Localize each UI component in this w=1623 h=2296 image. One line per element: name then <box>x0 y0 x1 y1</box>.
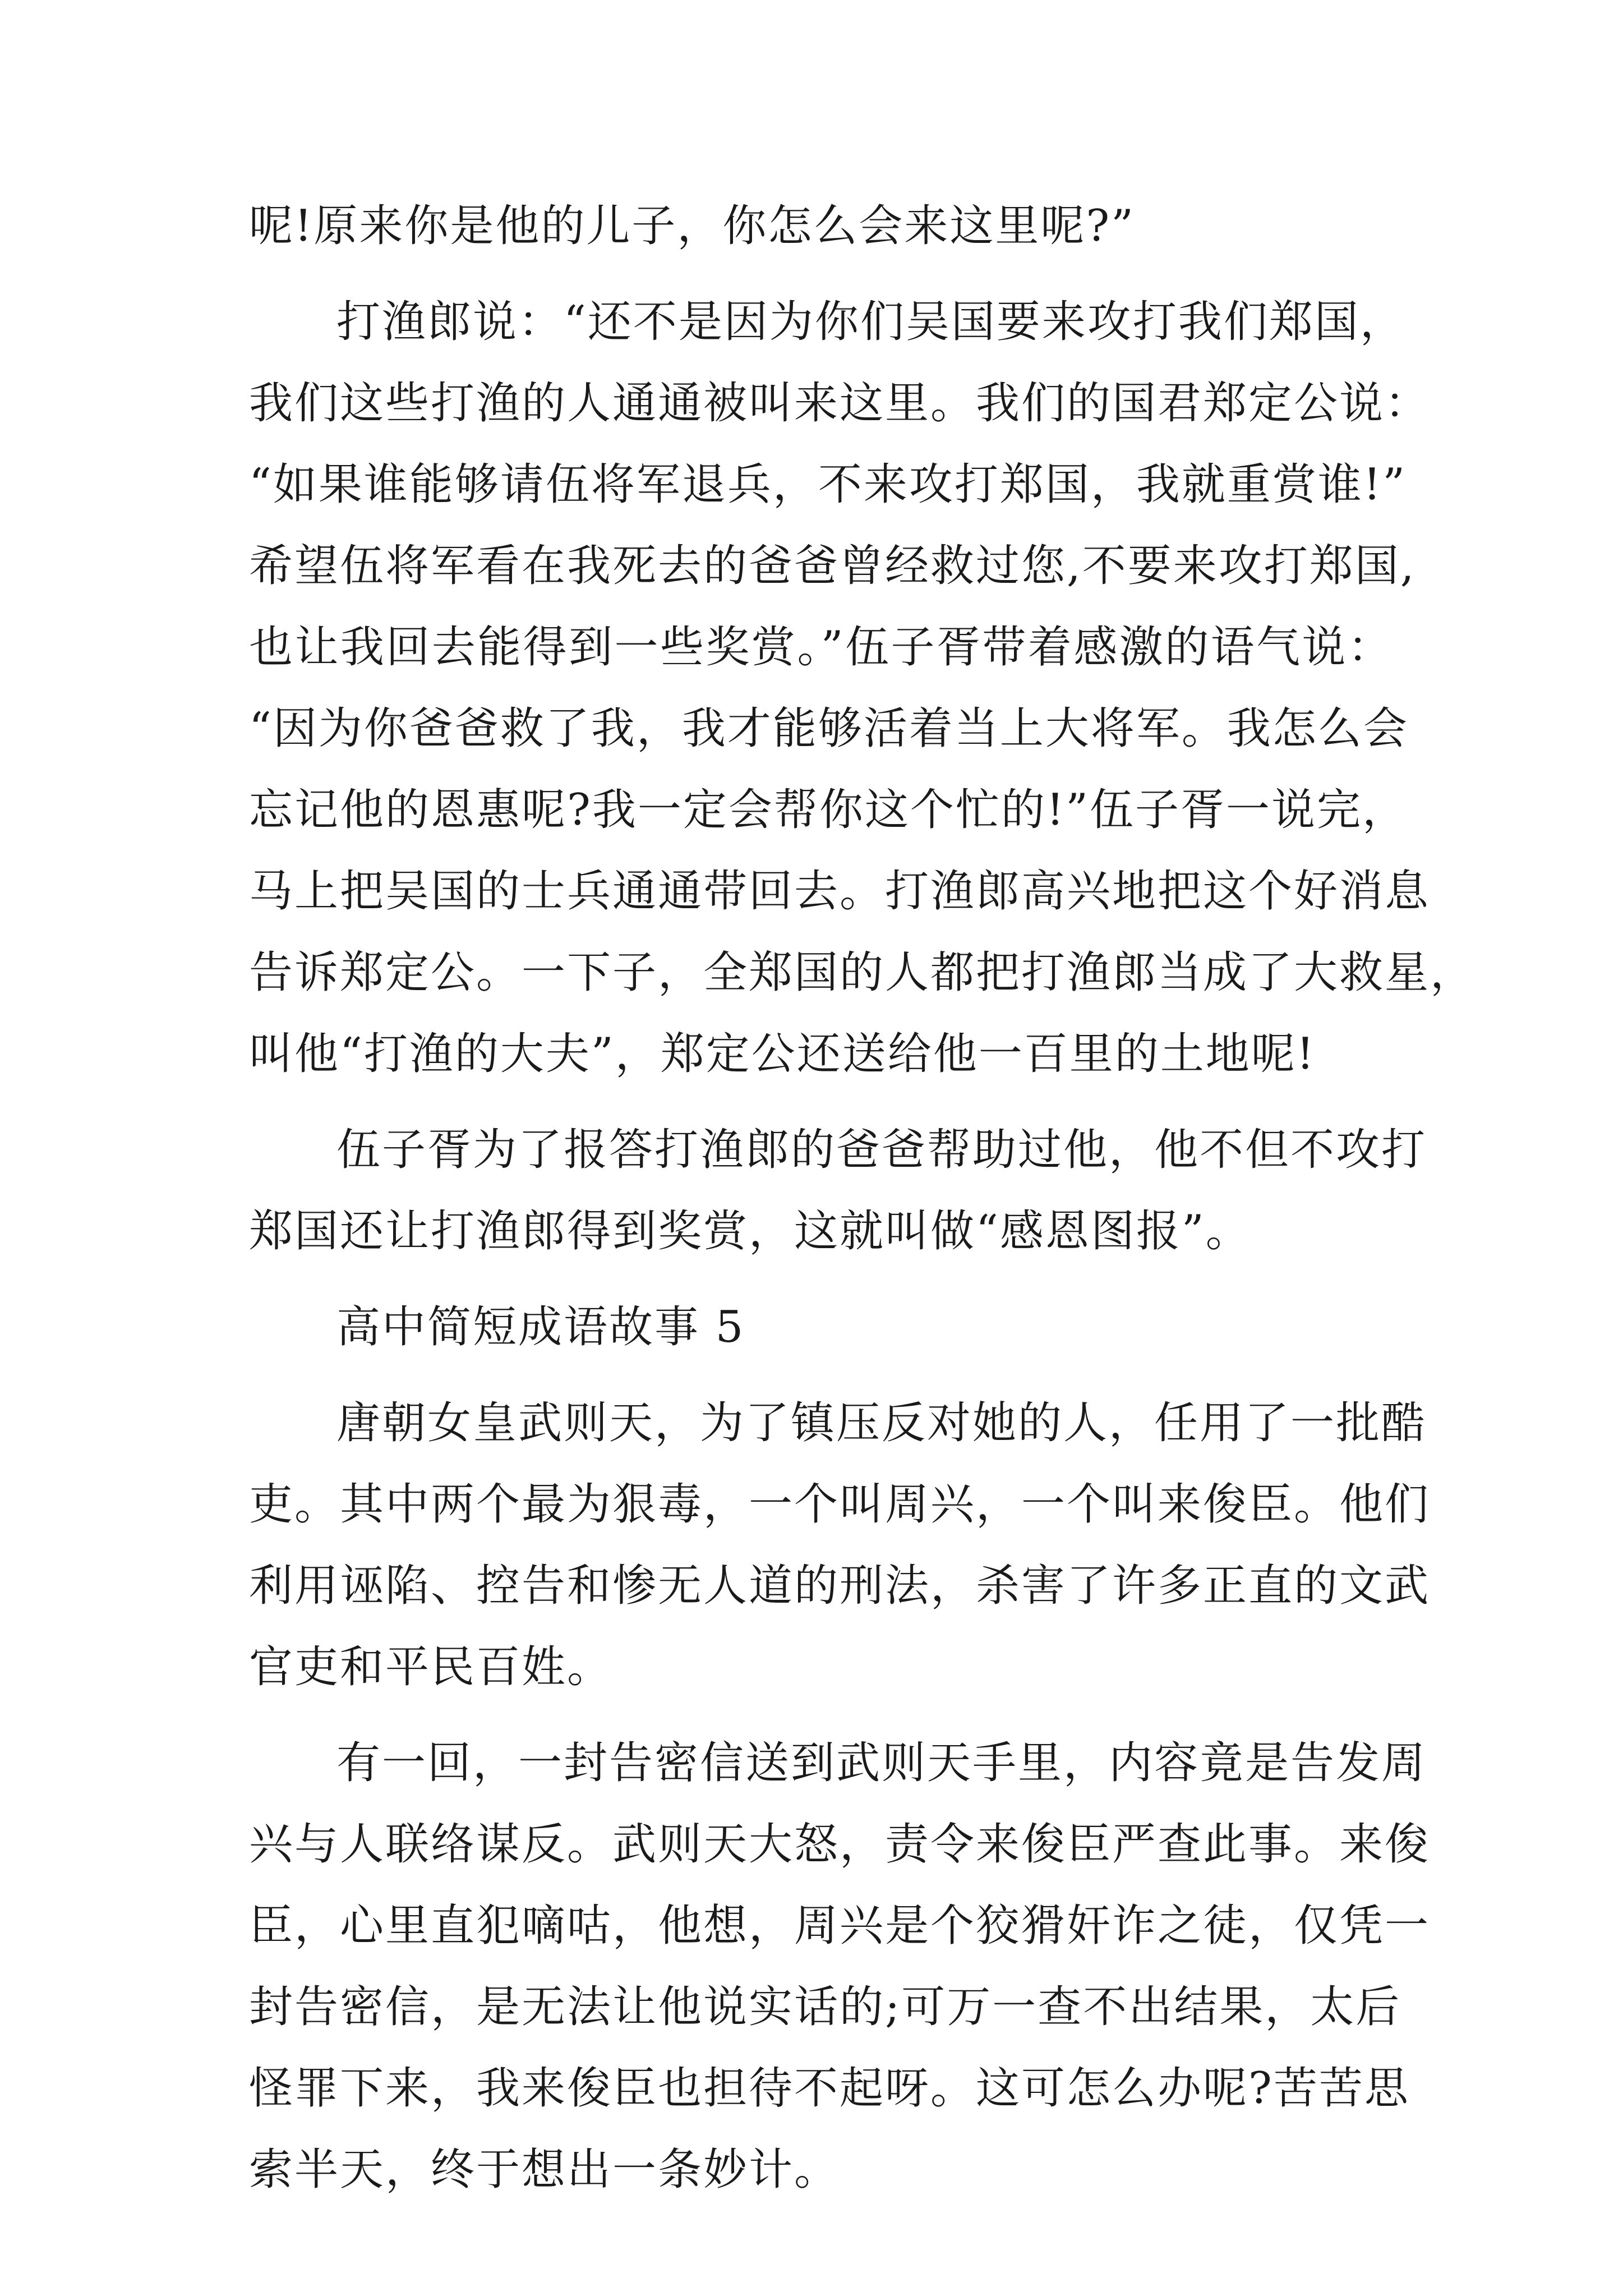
paragraph-first-line: 伍子胥为了报答打渔郎的爸爸帮助过他，他不但不攻打 <box>336 1125 1427 1175</box>
text-line: 叫他“打渔的大夫”，郑定公还送给他一百里的土地呢! <box>249 1029 1316 1079</box>
text-line: 马上把吴国的士兵通通带回去。打渔郎高兴地把这个好消息 <box>249 866 1431 917</box>
text-line: 告诉郑定公。一下子，全郑国的人都把打渔郎当成了大救星， <box>249 947 1476 998</box>
paragraph-first-line: 唐朝女皇武则天，为了镇压反对她的人，任用了一批酷 <box>336 1398 1427 1448</box>
paragraph-first-line: 打渔郎说：“还不是因为你们吴国要来攻打我们郑国， <box>336 297 1405 347</box>
text-line: “因为你爸爸救了我，我才能够活着当上大将军。我怎么会 <box>249 703 1409 754</box>
text-line: 忘记他的恩惠呢?我一定会帮你这个忙的!”伍子胥一说完， <box>249 785 1408 835</box>
text-line: 郑国还让打渔郎得到奖赏，这就叫做“感恩图报”。 <box>249 1206 1251 1257</box>
text-line: 封告密信，是无法让他说实话的;可万一查不出结果，太后 <box>249 1982 1401 2032</box>
text-line: 呢!原来你是他的儿子，你怎么会来这里呢?” <box>249 201 1136 251</box>
text-line: 臣，心里直犯嘀咕，他想，周兴是个狡猾奸诈之徒，仅凭一 <box>249 1901 1431 1951</box>
text-line: 利用诬陷、控告和惨无人道的刑法，杀害了许多正直的文武 <box>249 1561 1431 1611</box>
text-line: 希望伍将军看在我死去的爸爸曾经救过您,不要来攻打郑国, <box>249 541 1416 591</box>
section-heading: 高中简短成语故事 5 <box>336 1302 745 1352</box>
text-line: 怪罪下来，我来俊臣也担待不起呀。这可怎么办呢?苦苦思 <box>249 2063 1410 2114</box>
text-line: 我们这些打渔的人通通被叫来这里。我们的国君郑定公说： <box>249 378 1431 429</box>
text-line: 索半天，终于想出一条妙计。 <box>249 2145 840 2195</box>
paragraph-first-line: 有一回，一封告密信送到武则天手里，内容竟是告发周 <box>336 1738 1427 1788</box>
text-line: 官吏和平民百姓。 <box>249 1642 613 1692</box>
text-line: 吏。其中两个最为狠毒，一个叫周兴，一个叫来俊臣。他们 <box>249 1479 1431 1530</box>
text-line: 也让我回去能得到一些奖赏。”伍子胥带着感激的语气说： <box>249 622 1393 673</box>
text-line: 兴与人联络谋反。武则天大怒，责令来俊臣严查此事。来俊 <box>249 1819 1431 1870</box>
text-line: “如果谁能够请伍将军退兵，不来攻打郑国，我就重赏谁!” <box>249 459 1407 510</box>
